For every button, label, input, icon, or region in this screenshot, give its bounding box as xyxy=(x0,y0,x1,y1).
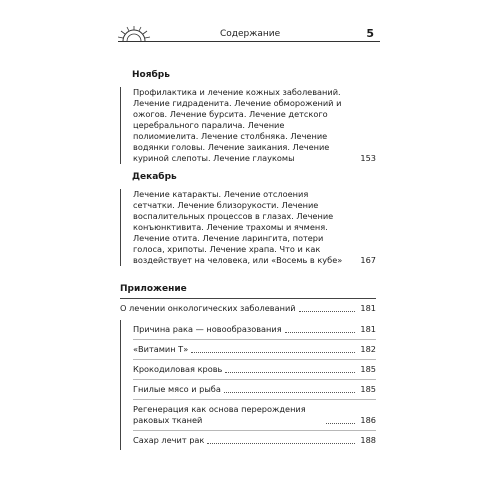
toc-row-label: «Витамин Т» xyxy=(133,344,189,354)
toc-row-page: 188 xyxy=(360,435,376,445)
sun-ornament-icon xyxy=(118,26,152,42)
dot-leader xyxy=(326,422,355,424)
header-rule xyxy=(118,41,380,42)
toc-row-label: Сахар лечит рак xyxy=(133,435,205,445)
month-title-november: Ноябрь xyxy=(132,70,170,80)
toc-row xyxy=(133,320,376,340)
month-title-december: Декабрь xyxy=(132,172,177,182)
toc-row-page: 186 xyxy=(360,415,376,425)
dot-leader xyxy=(191,351,355,353)
page-number: 5 xyxy=(366,27,374,40)
toc-row-appendix-main xyxy=(120,303,376,314)
toc-row-label: Гнилые мясо и рыба xyxy=(133,384,221,394)
toc-row-label: Крокодиловая кровь xyxy=(133,364,223,374)
toc-body xyxy=(120,70,376,450)
toc-row-page: 181 xyxy=(360,324,376,334)
running-header xyxy=(118,26,380,46)
toc-row-page: 181 xyxy=(360,303,376,313)
toc-entry-december xyxy=(133,189,376,266)
toc-row xyxy=(133,340,376,360)
appendix-title: Приложение xyxy=(120,284,376,299)
running-header-title: Содержание xyxy=(220,29,281,39)
month-block-november xyxy=(120,87,376,164)
toc-row-page: 185 xyxy=(360,384,376,394)
toc-entry-page: 167 xyxy=(360,255,376,265)
dot-leader xyxy=(285,331,355,333)
toc-row-label: Причина рака — новообразования xyxy=(133,324,282,334)
toc-row xyxy=(133,360,376,380)
toc-row xyxy=(133,380,376,400)
month-block-december xyxy=(120,189,376,266)
toc-row xyxy=(133,400,376,431)
toc-row-label: Регенерация как основа перерождения раковых тканей xyxy=(133,404,306,425)
dot-leader xyxy=(225,371,355,373)
toc-row-page: 182 xyxy=(360,344,376,354)
appendix-subsections xyxy=(120,320,376,450)
toc-entry-text: Профилактика и лечение кожных заболеваний. Лечение гидраденита. Лечение обморожений и ожогов. Лечение бурсита. Лечение детского церебрального паралича. Лечение полиомиелита. Лечение столбняка. Лечение водянки головы. Лечение заикания. Лечение куриной слепоты. Лечение глаукомы xyxy=(133,87,342,163)
toc-entry-page: 153 xyxy=(360,153,376,163)
toc-entry-november xyxy=(133,87,376,164)
toc-entry-text: Лечение катаракты. Лечение отслоения сетчатки. Лечение близорукости. Лечение воспалительных процессов в глазах. Лечение конъюнктивита. Лечение трахомы и ячменя. Лечение отита. Лечение ларингита, потери голоса, хрипоты. Лечение храпа. Что и как воздействует на человека, или «Восемь в кубе» xyxy=(133,189,343,265)
dot-leader xyxy=(207,442,355,444)
toc-row xyxy=(133,431,376,450)
toc-row-label: О лечении онкологических заболеваний xyxy=(120,303,296,313)
toc-row-page: 185 xyxy=(360,364,376,374)
dot-leader xyxy=(224,391,355,393)
dot-leader xyxy=(299,310,355,312)
